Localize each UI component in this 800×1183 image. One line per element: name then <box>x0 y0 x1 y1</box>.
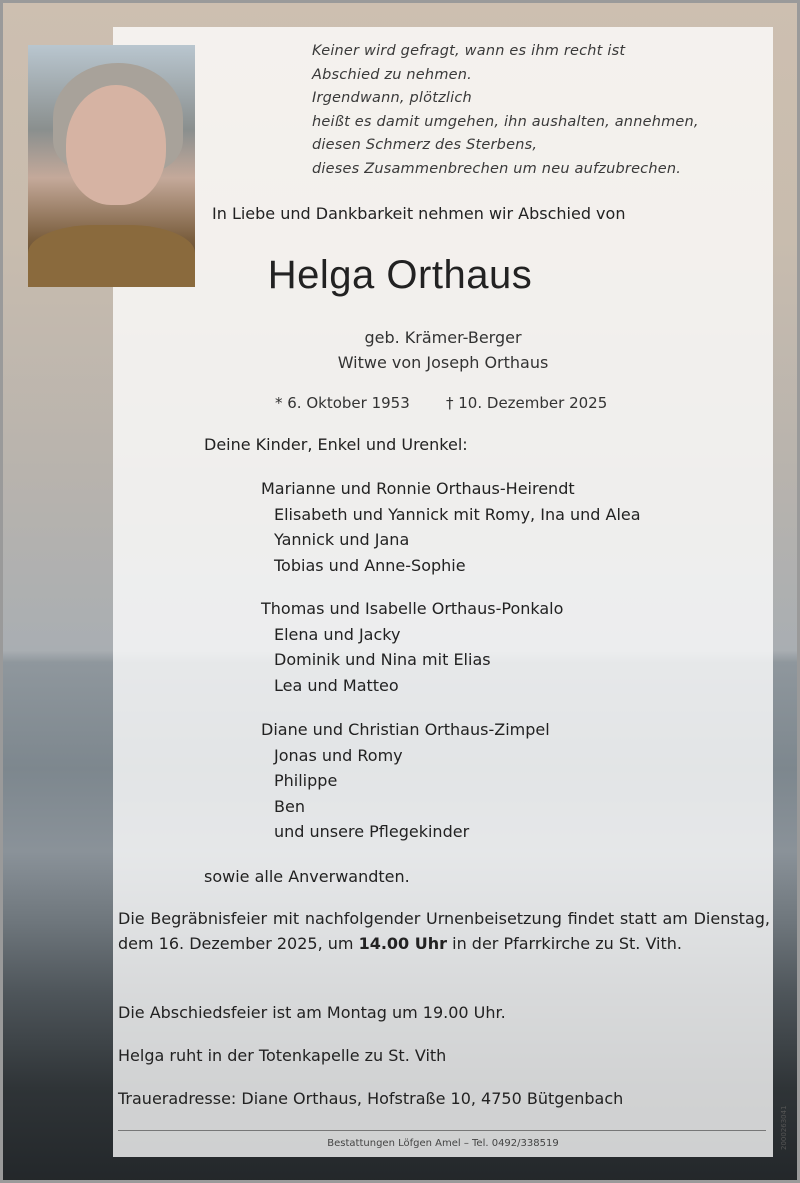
poem-line: dieses Zusammenbrechen um neu aufzubrechen. <box>312 160 682 177</box>
family-child: Lea und Matteo <box>274 675 399 695</box>
family-parents: Thomas und Isabelle Orthaus-Ponkalo <box>261 599 564 618</box>
family-child: Ben <box>274 796 305 816</box>
intro-text: In Liebe und Dankbarkeit nehmen wir Abschied von <box>212 204 626 223</box>
funeral-text: Die Begräbnisfeier mit nachfolgender Urnenbeisetzung findet statt am Dienstag, dem 16. Dezember 2025, um <box>118 909 770 953</box>
family-parents: Marianne und Ronnie Orthaus-Heirendt <box>261 479 575 498</box>
family-child: und unsere Pflegekinder <box>274 822 470 841</box>
poem-line: Abschied zu nehmen. <box>312 66 472 83</box>
mourning-address: Traueradresse: Diane Orthaus, Hofstraße 10, 4750 Bütgenbach <box>118 1089 624 1108</box>
poem-line: Keiner wird gefragt, wann es ihm recht ist <box>312 43 626 59</box>
chapel-info: Helga ruht in der Totenkapelle zu St. Vith <box>118 1046 447 1065</box>
family-heading: Deine Kinder, Enkel und Urenkel: <box>204 435 468 454</box>
family-child: Jonas und Romy <box>274 745 403 765</box>
family-child: Elena und Jacky <box>274 624 401 644</box>
relatives-text: sowie alle Anverwandten. <box>204 867 410 886</box>
deceased-name: Helga Orthaus <box>267 253 533 297</box>
family-child: Yannick und Jana <box>274 530 410 549</box>
farewell-info: Die Abschiedsfeier ist am Montag um 19.00 Uhr. <box>118 1003 506 1022</box>
poem-line: Irgendwann, plötzlich <box>312 90 472 106</box>
funeral-time: 14.00 Uhr <box>358 933 448 953</box>
poem-line: diesen Schmerz des Sterbens, <box>312 137 538 153</box>
widow-of: Witwe von Joseph Orthaus <box>337 353 549 372</box>
funeral-place: in der Pfarrkirche zu St. Vith. <box>452 933 682 953</box>
death-date: † 10. Dezember 2025 <box>446 394 608 412</box>
family-child: Tobias und Anne-Sophie <box>274 555 466 575</box>
family-child: Elisabeth und Yannick mit Romy, Ina und Alea <box>274 504 641 524</box>
poem-line: heißt es damit umgehen, ihn aushalten, annehmen, <box>312 113 699 130</box>
birth-date: * 6. Oktober 1953 <box>275 394 410 412</box>
maiden-name: geb. Krämer-Berger <box>364 328 522 347</box>
family-child: Dominik und Nina mit Elias <box>274 650 491 669</box>
funeral-home: Bestattungen Löfgen Amel – Tel. 0492/338519 <box>327 1138 559 1149</box>
family-parents: Diane und Christian Orthaus-Zimpel <box>261 720 550 739</box>
family-child: Philippe <box>274 771 338 790</box>
ad-code: 2000263041 <box>780 1105 788 1150</box>
